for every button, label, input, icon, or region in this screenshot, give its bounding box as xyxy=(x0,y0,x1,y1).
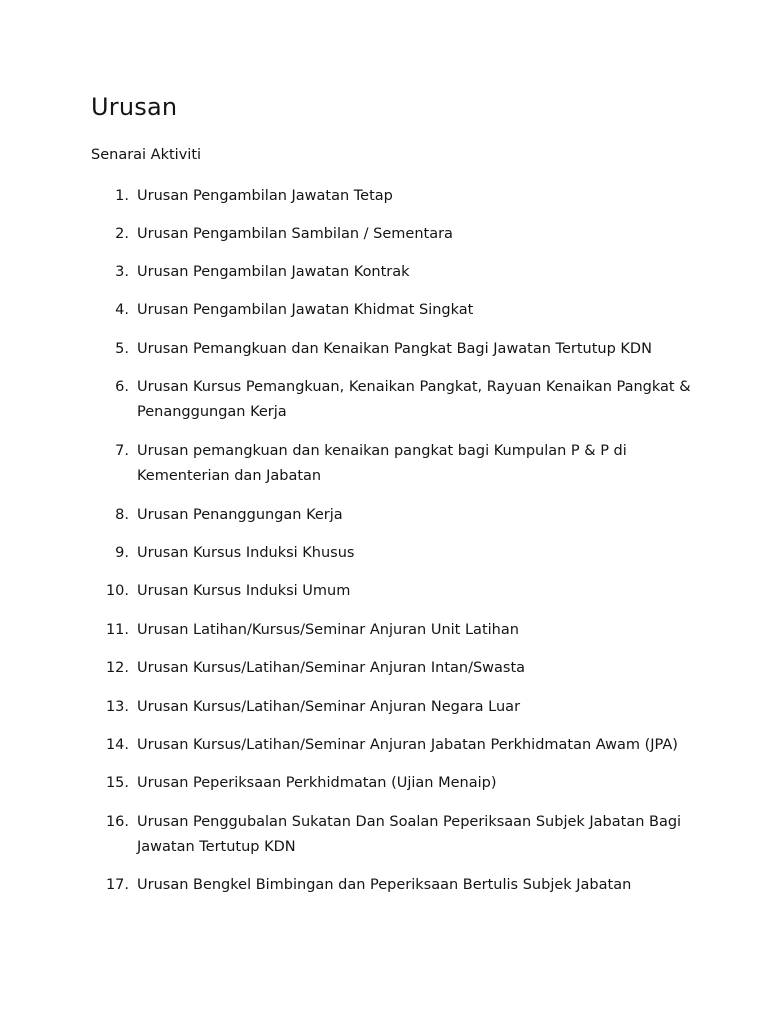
list-item-text: Urusan Pemangkuan dan Kenaikan Pangkat Bagi Jawatan Tertutup KDN xyxy=(137,341,652,357)
list-item-number: 7. xyxy=(115,443,129,459)
list-item-number: 14. xyxy=(105,737,129,753)
list-item-text: Urusan pemangkuan dan kenaikan pangkat bagi Kumpulan P & P di Kementerian dan Jabatan xyxy=(137,443,627,484)
list-item-number: 5. xyxy=(115,341,129,357)
list-item-text: Urusan Pengambilan Jawatan Khidmat Singkat xyxy=(137,302,474,318)
list-item-text: Urusan Pengambilan Jawatan Kontrak xyxy=(137,264,410,280)
list-item-number: 8. xyxy=(115,507,129,523)
list-item-number: 13. xyxy=(105,699,129,715)
list-item-text: Urusan Penggubalan Sukatan Dan Soalan Peperiksaan Subjek Jabatan Bagi Jawatan Tertutup KDN xyxy=(137,814,682,855)
list-item-number: 4. xyxy=(115,302,129,318)
list-item-text: Urusan Kursus Induksi Khusus xyxy=(137,545,355,561)
list-item-text: Urusan Pengambilan Jawatan Tetap xyxy=(137,188,393,204)
page-title: Urusan xyxy=(91,93,178,121)
list-item-text: Urusan Bengkel Bimbingan dan Peperiksaan Bertulis Subjek Jabatan xyxy=(137,877,632,893)
list-item-number: 15. xyxy=(105,775,129,791)
list-item-text: Urusan Peperiksaan Perkhidmatan (Ujian Menaip) xyxy=(137,775,497,791)
list-item-text: Urusan Kursus/Latihan/Seminar Anjuran Jabatan Perkhidmatan Awam (JPA) xyxy=(137,737,678,753)
list-item-number: 17. xyxy=(105,877,129,893)
list-item-text: Urusan Kursus/Latihan/Seminar Anjuran Intan/Swasta xyxy=(137,660,526,676)
list-item-number: 3. xyxy=(115,264,129,280)
list-item-number: 16. xyxy=(105,814,129,830)
list-item-text: Urusan Kursus/Latihan/Seminar Anjuran Negara Luar xyxy=(137,699,521,715)
list-item-number: 11. xyxy=(105,622,129,638)
list-item-number: 12. xyxy=(105,660,129,676)
list-item-number: 2. xyxy=(115,226,129,242)
section-subtitle: Senarai Aktiviti xyxy=(91,147,202,163)
list-item-number: 10. xyxy=(105,583,129,599)
list-item-text: Urusan Pengambilan Sambilan / Sementara xyxy=(137,226,453,242)
list-item-text: Urusan Penanggungan Kerja xyxy=(137,507,343,523)
list-item-number: 9. xyxy=(115,545,129,561)
list-item-number: 1. xyxy=(115,188,129,204)
list-item-text: Urusan Latihan/Kursus/Seminar Anjuran Unit Latihan xyxy=(137,622,519,638)
list-item-number: 6. xyxy=(115,379,129,395)
list-item-text: Urusan Kursus Pemangkuan, Kenaikan Pangkat, Rayuan Kenaikan Pangkat & Penanggungan Kerja xyxy=(137,379,691,420)
list-item-text: Urusan Kursus Induksi Umum xyxy=(137,583,351,599)
